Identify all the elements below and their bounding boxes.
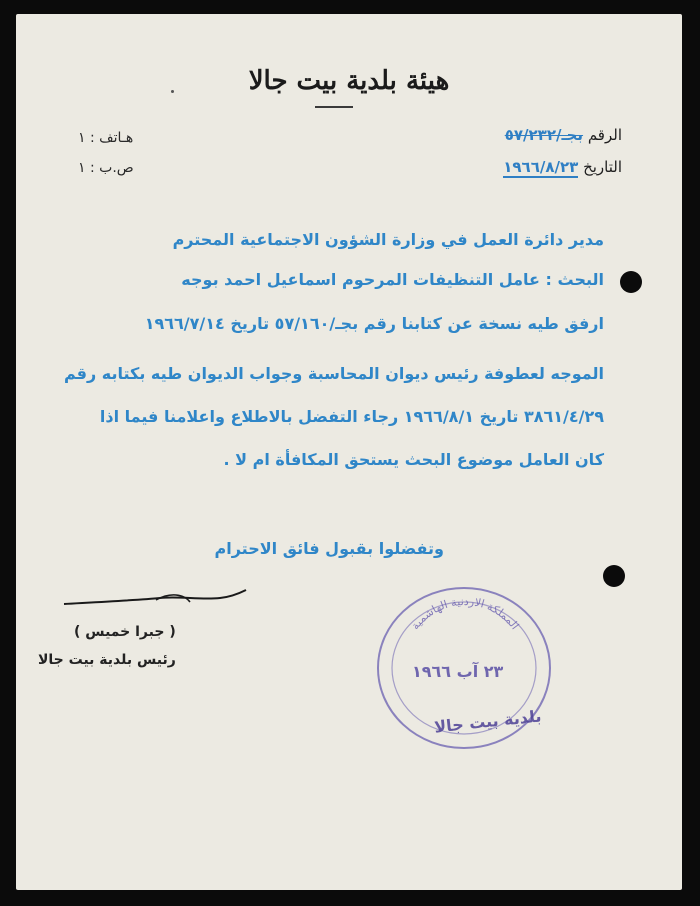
body-line-4: كان العامل موضوع البحث يستحق المكافأة ام لا . (223, 450, 604, 469)
ink-dot (171, 90, 174, 93)
date-value: ١٩٦٦/٨/٢٣ (503, 158, 579, 176)
date-label: التاريخ (583, 158, 622, 176)
reference-row (505, 126, 622, 144)
body-line-1: ارفق طيه نسخة عن كتابنا رقم بجـ/٥٧/١٦٠ تاريخ ١٩٦٦/٧/١٤ (144, 314, 604, 333)
body-line-3: ٣٨٦١/٤/٢٩ تاريخ ١٩٦٦/٨/١ رجاء التفضل بالاطلاع واعلامنا فيما اذا (99, 407, 604, 426)
subject-line: البحث : عامل التنظيفات المرحوم اسماعيل احمد بوجه (181, 270, 604, 289)
addressee-line: مدير دائرة العمل في وزارة الشؤون الاجتماعية المحترم (172, 230, 604, 249)
stamp-top-text: المملكة الاردنية الهاشمية (408, 594, 522, 633)
signatory-name: ( جبرا خميس ) (74, 624, 176, 640)
title-underline (315, 106, 353, 108)
reference-label: الرقم (587, 126, 622, 144)
punch-hole (620, 271, 642, 293)
svg-text:المملكة الاردنية الهاشمية (409, 595, 522, 632)
punch-hole (603, 565, 625, 587)
body-line-2: الموجه لعطوفة رئيس ديوان المحاسبة وجواب الديوان طيه بكتابه رقم (63, 364, 604, 383)
date-row (503, 158, 622, 176)
reference-value: بجـ/٥٧/٢٣٢ (504, 126, 584, 144)
stamp-date: ٢٣ آب ١٩٦٦ (412, 662, 504, 681)
document-page (16, 14, 682, 890)
signatory-title: رئيس بلدية بيت جالا (38, 652, 176, 668)
handwritten-signature (60, 582, 250, 622)
letterhead-title: هيئة بلدية بيت جالا (248, 66, 450, 96)
phone-number: هـاتف : ١ (78, 130, 134, 146)
stamp-city: بلدية بيت جالا (433, 706, 543, 737)
closing-line: وتفضلوا بقبول فائق الاحترام (214, 539, 444, 558)
po-box: ص.ب : ١ (78, 160, 134, 176)
